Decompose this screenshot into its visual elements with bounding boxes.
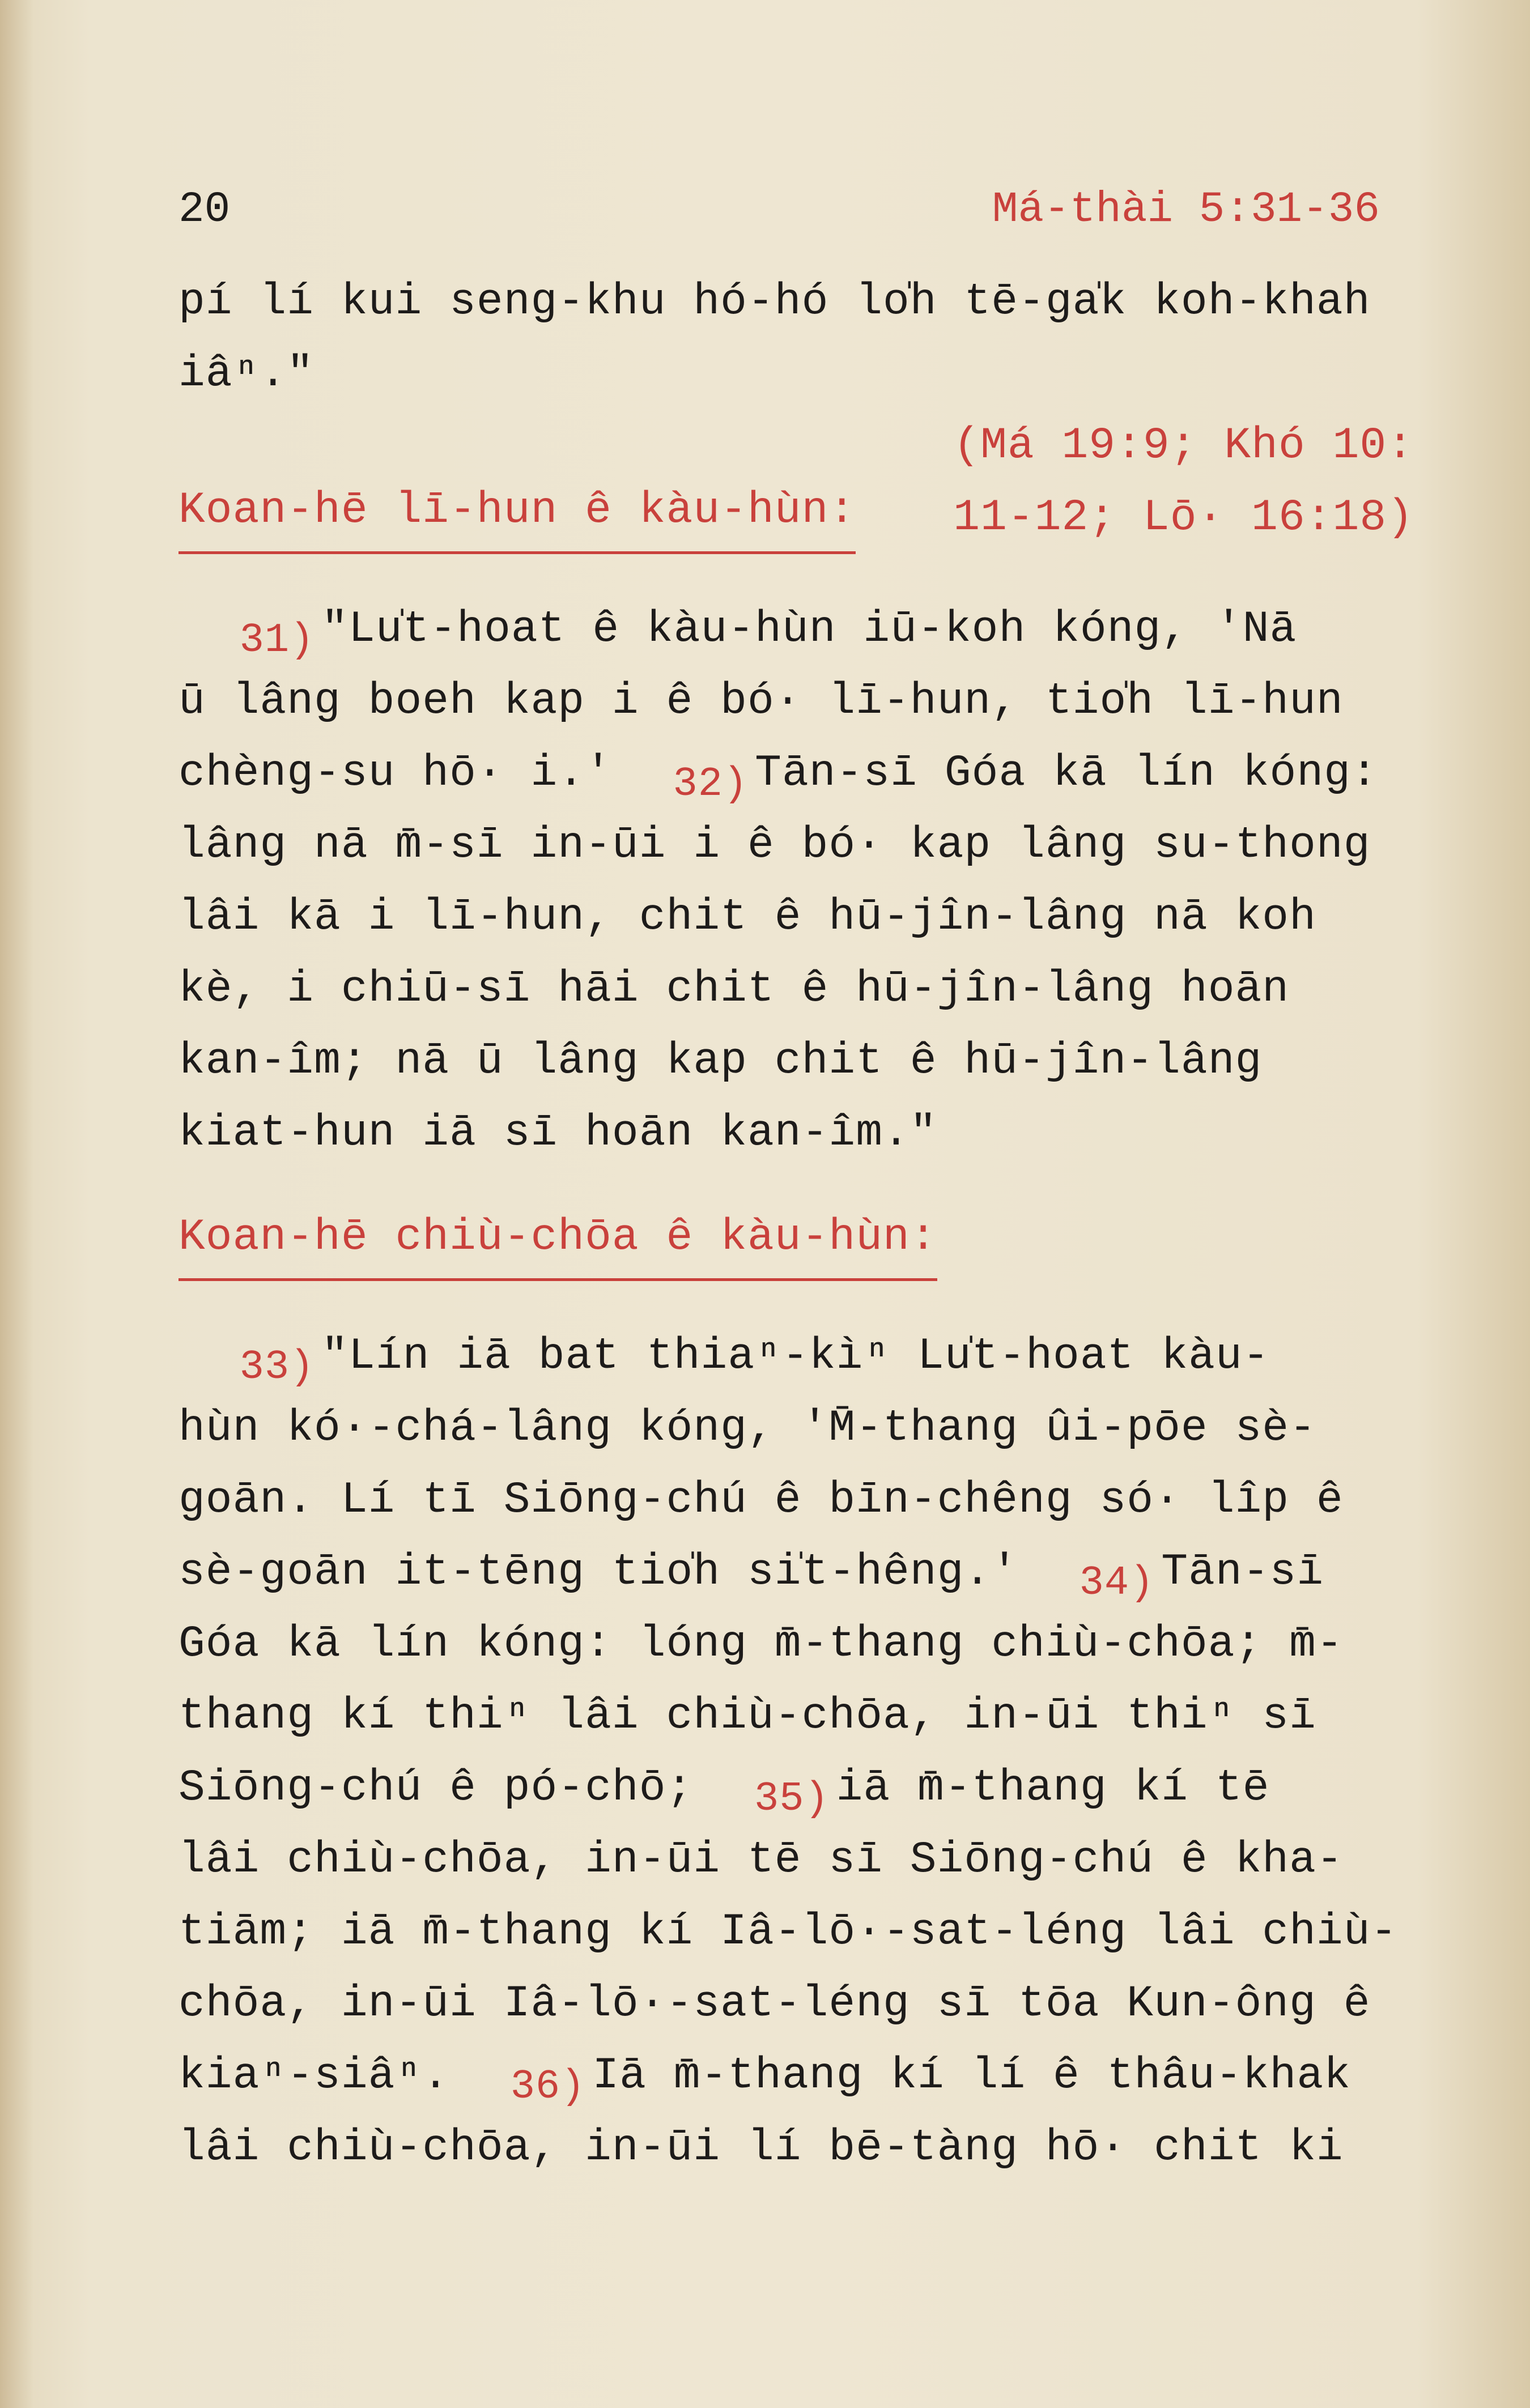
text-line: pí lí kui seng-khu hó-hó lo̍h tē-ga̍k koh-khah — [178, 277, 1371, 327]
text-line: sè-goān it-tēng tio̍h si̍t-hêng.' 34) Tān-sī — [178, 1547, 1324, 1606]
text-line: chōa, in-ūi Iâ-lō·-sat-léng sī tōa Kun-ông ê — [178, 1979, 1371, 2029]
verse-number: 31) — [239, 617, 315, 663]
verse-number: 33) — [239, 1344, 315, 1390]
section-heading-divorce — [178, 482, 1448, 554]
verse-number: 35) — [754, 1776, 830, 1822]
verse-number: 36) — [510, 2064, 586, 2110]
text-line: kiat-hun iā sī hoān kan-îm." — [178, 1108, 937, 1158]
text-line: lâi chiù-chōa, in-ūi tē sī Siōng-chú ê kha- — [178, 1835, 1344, 1885]
text-line: ū lâng boeh kap i ê bó· lī-hun, tio̍h lī-hun — [178, 677, 1344, 726]
running-head: Má-thài 5:31-36 — [992, 185, 1380, 234]
text-line: chèng-su hō· i.' 32) Tān-sī Góa kā lín kóng: — [178, 748, 1378, 807]
text-line: iâⁿ." — [178, 349, 314, 399]
section-title: Koan-hē lī-hun ê kàu-hùn: — [178, 482, 856, 554]
text-line: thang kí thiⁿ lâi chiù-chōa, in-ūi thiⁿ sī — [178, 1691, 1316, 1741]
cross-references: 11-12; Lō· 16:18) — [953, 493, 1414, 543]
body-text — [178, 266, 1448, 2184]
text-line: hùn kó·-chá-lâng kóng, 'M̄-thang ûi-pōe sè- — [178, 1403, 1316, 1453]
text-line: lâi kā i lī-hun, chit ê hū-jîn-lâng nā koh — [178, 892, 1316, 942]
text-line: kè, i chiū-sī hāi chit ê hū-jîn-lâng hoān — [178, 964, 1290, 1014]
text-line: lâng nā m̄-sī in-ūi i ê bó· kap lâng su-thong — [178, 820, 1371, 870]
verse-number: 32) — [673, 761, 749, 807]
text-line: 33) "Lín iā bat thiaⁿ-kìⁿ Lu̍t-hoat kàu- — [239, 1331, 1270, 1390]
text-line: kiaⁿ-siâⁿ. 36) Iā m̄-thang kí lí ê thâu-khak — [178, 2051, 1351, 2110]
text-line: Góa kā lín kóng: lóng m̄-thang chiù-chōa; m̄- — [178, 1619, 1344, 1669]
text-line: goān. Lí tī Siōng-chú ê bīn-chêng só· lîp ê — [178, 1475, 1344, 1525]
cross-references: (Má 19:9; Khó 10: — [953, 421, 1414, 471]
section-heading-oaths — [178, 1209, 1448, 1281]
text-line: lâi chiù-chōa, in-ūi lí bē-tàng hō· chit ki — [178, 2123, 1344, 2173]
page-number: 20 — [178, 185, 231, 234]
text-line: 31) "Lu̍t-hoat ê kàu-hùn iū-koh kóng, 'Nā — [239, 605, 1297, 663]
section-title: Koan-hē chiù-chōa ê kàu-hùn: — [178, 1209, 937, 1281]
text-line: Siōng-chú ê pó-chō; 35) iā m̄-thang kí tē — [178, 1763, 1270, 1822]
verse-number: 34) — [1079, 1560, 1155, 1606]
text-line: tiām; iā m̄-thang kí Iâ-lō·-sat-léng lâi chiù- — [178, 1907, 1398, 1957]
text-line: kan-îm; nā ū lâng kap chit ê hū-jîn-lâng — [178, 1036, 1263, 1086]
